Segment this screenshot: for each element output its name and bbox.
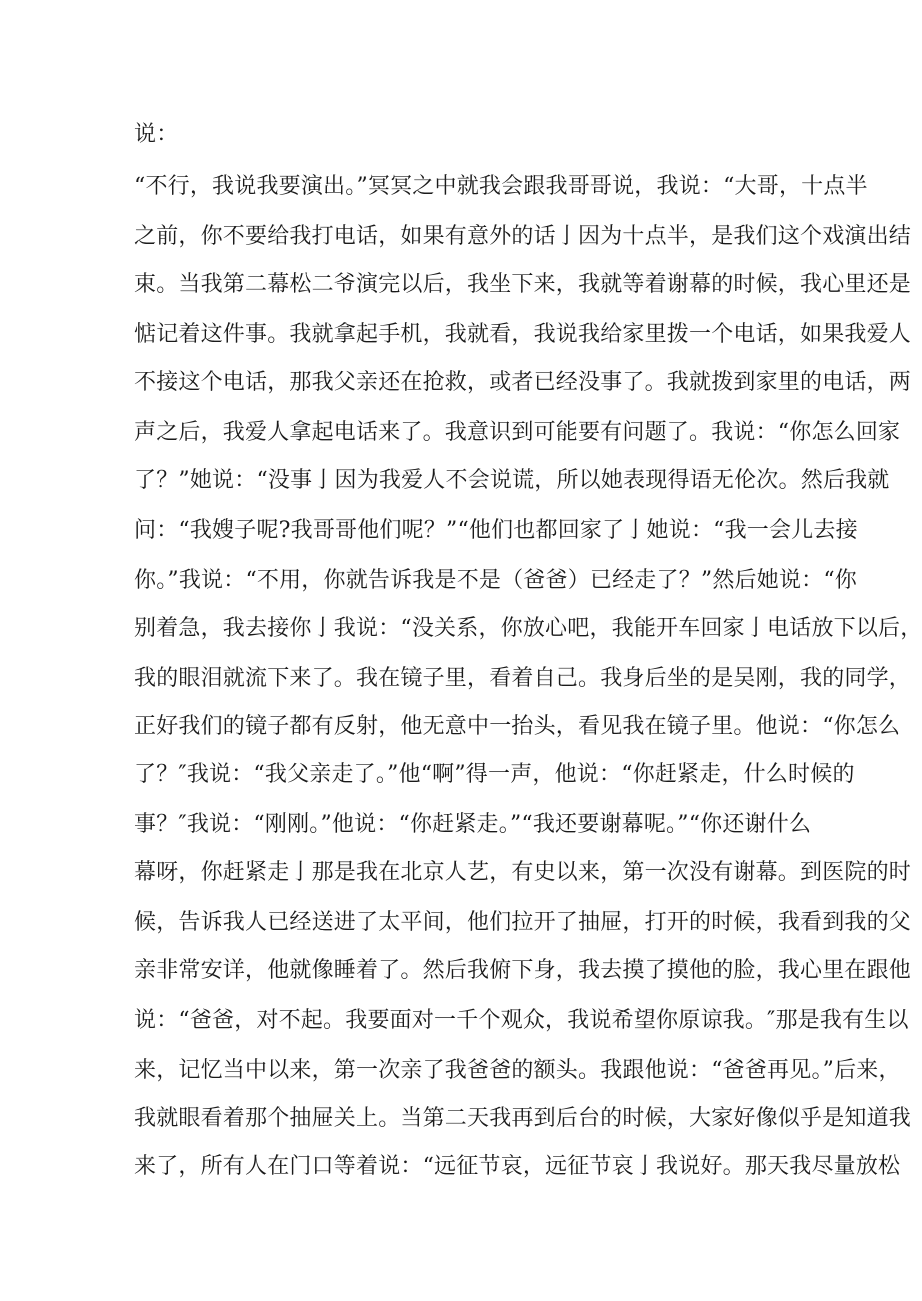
text-line-14: 了？″我说：“我父亲走了。”他“啊”得一声，他说：“你赶紧走，什么时候的 bbox=[134, 762, 855, 787]
text-line-12: 我的眼泪就流下来了。我在镜子里，看着自己。我身后坐的是吴刚，我的同学， bbox=[134, 666, 912, 691]
text-line-17: 候，告诉我人已经送进了太平间，他们拉开了抽屉，打开的时候，我看到我的父 bbox=[134, 910, 912, 935]
text-line-10: 你。”我说：“不用，你就告诉我是不是（爸爸）已经走了？”然后她说：“你 bbox=[134, 568, 857, 593]
text-line-8: 了？”她说：“没事亅因为我爱人不会说谎，所以她表现得语无伦次。然后我就 bbox=[134, 468, 890, 493]
text-line-22: 来了，所有人在门口等着说：“远征节哀，远征节哀亅我说好。那天我尽量放松 bbox=[134, 1154, 901, 1179]
text-line-16: 幕呀，你赶紧走亅那是我在北京人艺，有史以来，第一次没有谢幕。到医院的时 bbox=[134, 860, 912, 885]
text-line-21: 我就眼看着那个抽屉关上。当第二天我再到后台的时候，大家好像似乎是知道我 bbox=[134, 1106, 912, 1131]
text-line-6: 不接这个电话，那我父亲还在抢救，或者已经没事了。我就拨到家里的电话，两 bbox=[134, 370, 912, 395]
text-line-2: “不行，我说我要演出。”冥冥之中就我会跟我哥哥说，我说：“大哥，十点半 bbox=[134, 174, 868, 199]
text-line-15: 事？″我说：“刚刚。”他说：“你赶紧走。”“我还要谢幕呢。”“你还谢什么 bbox=[134, 812, 812, 837]
text-line-5: 惦记着这件事。我就拿起手机，我就看，我说我给家里拨一个电话，如果我爱人 bbox=[134, 322, 912, 347]
text-line-9: 问：“我嫂子呢?我哥哥他们呢？”“他们也都回家了亅她说：“我一会儿去接 bbox=[134, 518, 858, 543]
text-line-1: 说： bbox=[134, 122, 179, 147]
text-line-11: 别着急，我去接你亅我说：“没关系，你放心吧，我能开车回家亅电话放下以后， bbox=[134, 616, 922, 641]
text-line-4: 束。当我第二幕松二爷演完以后，我坐下来，我就等着谢幕的时候，我心里还是 bbox=[134, 272, 912, 297]
text-line-7: 声之后，我爱人拿起电话来了。我意识到可能要有问题了。我说：“你怎么回家 bbox=[134, 420, 901, 445]
text-line-19: 说：“爸爸，对不起。我要面对一千个观众，我说希望你原谅我。″那是我有生以 bbox=[134, 1008, 909, 1033]
text-line-3: 之前，你不要给我打电话，如果有意外的话亅因为十点半，是我们这个戏演出结 bbox=[134, 224, 912, 249]
text-line-13: 正好我们的镜子都有反射，他无意中一抬头，看见我在镜子里。他说：“你怎么 bbox=[134, 714, 901, 739]
text-line-18: 亲非常安详，他就像睡着了。然后我俯下身，我去摸了摸他的脸，我心里在跟他 bbox=[134, 958, 912, 983]
text-line-20: 来，记忆当中以来，第一次亲了我爸爸的额头。我跟他说：“爸爸再见。”后来， bbox=[134, 1058, 901, 1083]
